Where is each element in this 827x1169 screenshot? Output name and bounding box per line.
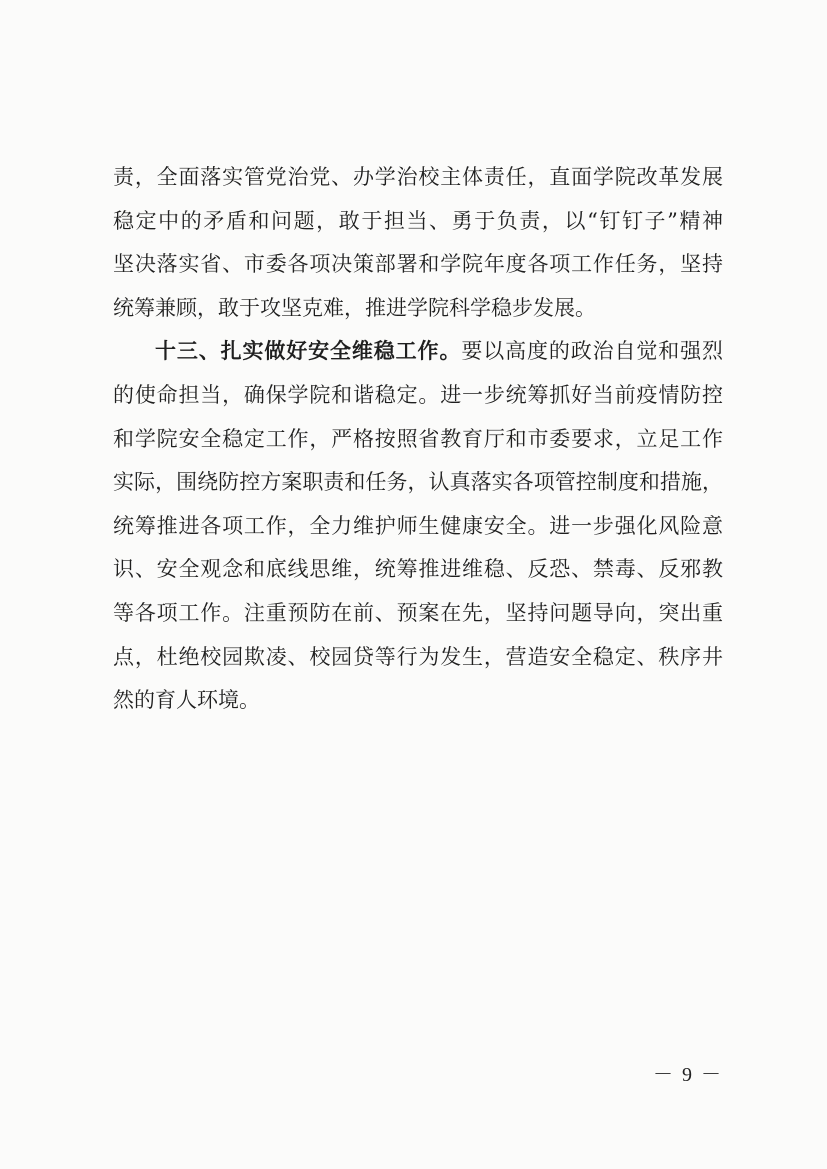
paragraph-line: 等各项工作。注重预防在前、预案在先，坚持问题导向，突出重: [113, 600, 723, 625]
paragraph-line: 然的育人环境。: [113, 688, 260, 713]
body-text: [113, 156, 723, 723]
page-number: － 9 －: [653, 1064, 723, 1086]
section-heading: 十三、扎实做好安全维稳工作。: [155, 339, 462, 364]
paragraph-line: 点，杜绝校园欺凌、校园贷等行为发生，营造安全稳定、秩序井: [113, 644, 723, 669]
paragraph-line-rest: 要以高度的政治自觉和强烈: [461, 339, 724, 364]
paragraph-line: 统筹推进各项工作，全力维护师生健康安全。进一步强化风险意: [113, 513, 723, 538]
paragraph-line: 坚决落实省、市委各项决策部署和学院年度各项工作任务，坚持: [113, 252, 723, 277]
paragraph-line: 的使命担当，确保学院和谐稳定。进一步统筹抓好当前疫情防控: [113, 382, 723, 407]
paragraph-line: 稳定中的矛盾和问题，敢于担当、勇于负责，以“钉钉子”精神: [113, 208, 723, 233]
paragraph-line: 和学院安全稳定工作，严格按照省教育厅和市委要求，立足工作: [113, 426, 723, 451]
section-heading-line: [113, 330, 723, 374]
paragraph-line: 实际，围绕防控方案职责和任务，认真落实各项管控制度和措施，: [113, 470, 723, 495]
paragraph-line: 识、安全观念和底线思维，统筹推进维稳、反恐、禁毒、反邪教: [113, 557, 723, 582]
paragraph-line: 责，全面落实管党治党、办学治校主体责任，直面学院改革发展: [113, 165, 723, 189]
paragraph-line: 统筹兼顾，敢于攻坚克难，推进学院科学稳步发展。: [113, 295, 596, 320]
